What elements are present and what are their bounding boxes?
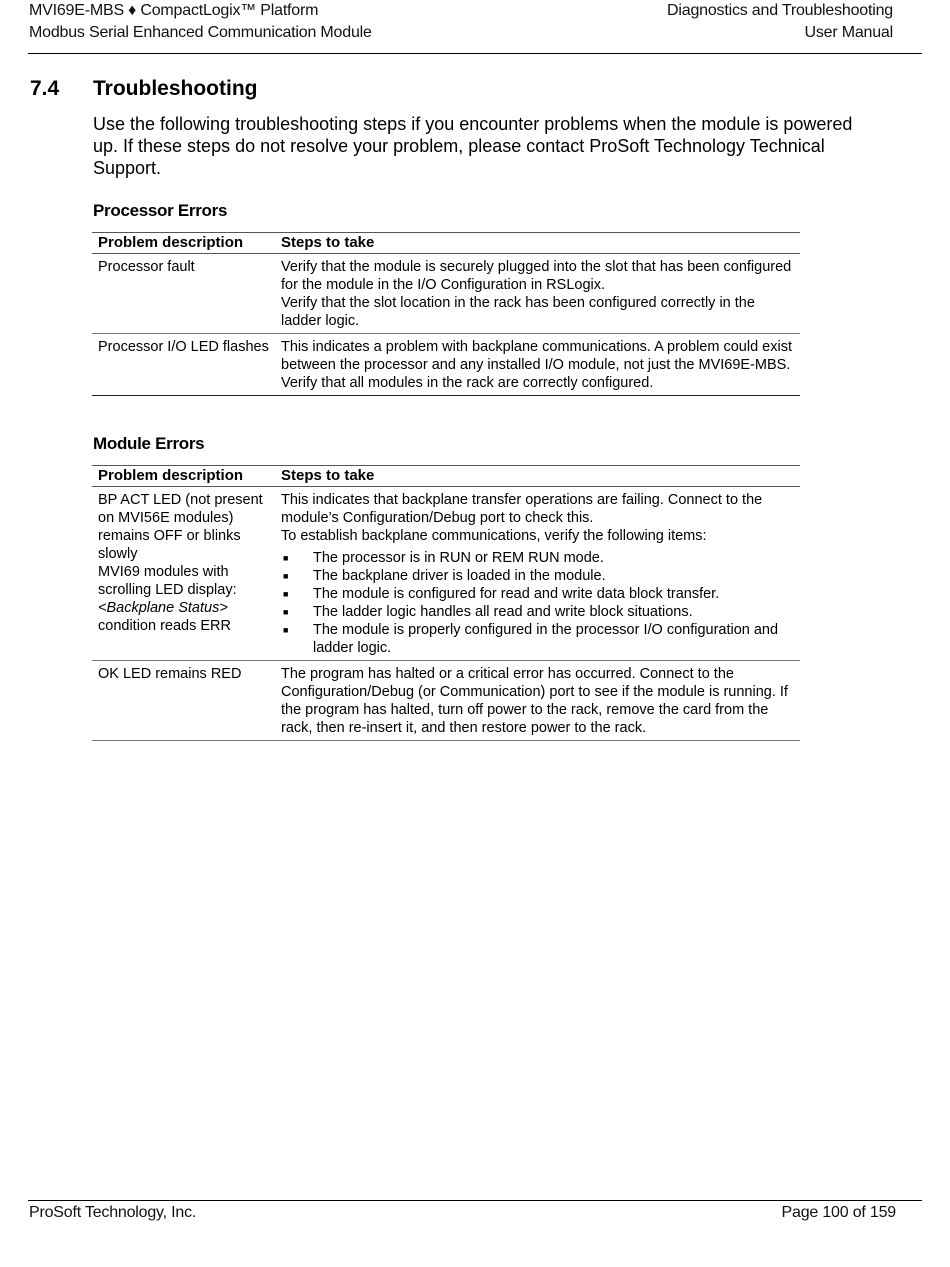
problem-cell: Processor I/O LED flashes: [92, 334, 275, 396]
column-header-problem: Problem description: [92, 233, 275, 254]
list-item: [281, 585, 794, 603]
bullet-icon: ■: [283, 625, 289, 635]
step-text: Verify that the slot location in the rack has been configured correctly in the ladder logic.: [281, 295, 755, 329]
module-errors-table: [92, 465, 800, 741]
bullet-icon: ■: [283, 607, 289, 617]
section-intro: Use the following troubleshooting steps if you encounter problems when the module is powered up. If these steps do not resolve your problem, please contact ProSoft Technology Technical Support.: [93, 114, 853, 178]
header-left: [29, 0, 372, 44]
table-row: [92, 334, 800, 396]
bullet-icon: ■: [283, 553, 289, 563]
steps-cell: The program has halted or a critical error has occurred. Connect to the Configuration/Debug (or Communication) port to see if the module is running. If the program has halted, turn off power to the rack, remove the card from the rack, then re-insert it, and then restore power to the rack.: [275, 661, 800, 741]
list-item-text: The processor is in RUN or REM RUN mode.: [313, 550, 604, 566]
step-text: This indicates a problem with backplane communications. A problem could exist between the processor and any installed I/O module, not just the MVI69E-MBS. Verify that all modules in the rack are correctly configured.: [281, 339, 792, 391]
list-item-text: The module is configured for read and write data block transfer.: [313, 586, 720, 602]
table-header-row: [92, 466, 800, 487]
header-manual-type: User Manual: [804, 24, 893, 41]
list-item: [281, 621, 794, 657]
list-item-text: The backplane driver is loaded in the module.: [313, 568, 606, 584]
bullet-icon: ■: [283, 589, 289, 599]
problem-cell: [92, 487, 275, 661]
steps-cell: [275, 487, 800, 661]
problem-text: BP ACT LED (not present on MVI56E modules) remains OFF or blinks slowly: [98, 492, 263, 562]
step-text: Verify that the module is securely plugged into the slot that has been configured for the module in the I/O Configuration in RSLogix.: [281, 259, 792, 293]
footer-page-number: Page 100 of 159: [781, 1204, 896, 1221]
column-header-steps: Steps to take: [275, 233, 800, 254]
header-product-title: MVI69E-MBS ♦ CompactLogix™ Platform: [29, 2, 319, 19]
step-text: To establish backplane communications, verify the following items:: [281, 528, 707, 544]
bullet-icon: ■: [283, 571, 289, 581]
table-header-row: [92, 233, 800, 254]
step-text: This indicates that backplane transfer operations are failing. Connect to the module’s Configuration/Debug port to check this.: [281, 492, 763, 526]
list-item-text: The module is properly configured in the processor I/O configuration and ladder logic.: [313, 622, 779, 656]
problem-text: condition reads ERR: [98, 618, 231, 634]
list-item-text: The ladder logic handles all read and write block situations.: [313, 604, 693, 620]
footer-divider: [28, 1200, 922, 1201]
header-chapter-title: Diagnostics and Troubleshooting: [667, 2, 893, 19]
problem-text: MVI69 modules with scrolling LED display:: [98, 564, 237, 598]
module-errors-heading: Module Errors: [93, 434, 205, 453]
processor-errors-heading: Processor Errors: [93, 201, 228, 220]
column-header-steps: Steps to take: [275, 466, 800, 487]
header-product-subtitle: Modbus Serial Enhanced Communication Module: [29, 24, 372, 41]
problem-cell: OK LED remains RED: [92, 661, 275, 741]
steps-cell: [275, 254, 800, 334]
table-row: [92, 661, 800, 741]
section-title: Troubleshooting: [93, 77, 258, 100]
header-right: [667, 0, 893, 44]
header-divider: [28, 53, 922, 54]
list-item: [281, 603, 794, 621]
column-header-problem: Problem description: [92, 466, 275, 487]
list-item: [281, 567, 794, 585]
steps-cell: [275, 334, 800, 396]
footer-company: ProSoft Technology, Inc.: [29, 1204, 197, 1221]
section-number: 7.4: [30, 77, 60, 100]
processor-errors-table: [92, 232, 800, 396]
list-item: [281, 549, 794, 567]
checklist: [281, 549, 794, 657]
problem-status-label: <Backplane Status>: [98, 600, 228, 616]
table-row: [92, 254, 800, 334]
problem-cell: Processor fault: [92, 254, 275, 334]
table-row: [92, 487, 800, 661]
